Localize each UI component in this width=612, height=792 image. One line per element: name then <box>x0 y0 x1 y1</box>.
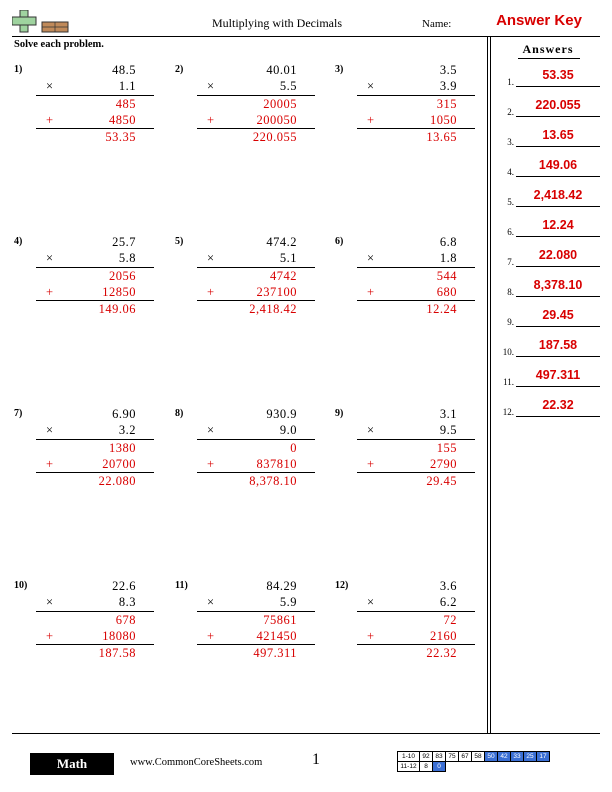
partial-product: + 2160 <box>367 629 457 643</box>
problem-number: 10) <box>14 580 28 591</box>
problem-number: 7) <box>14 408 23 419</box>
plus-sign-icon: + <box>207 113 215 127</box>
multiply-sign-icon: × <box>367 251 375 265</box>
scale-cell: 67 <box>459 752 472 762</box>
multiplier-row: × 1.8 <box>367 251 457 265</box>
multiplicand: 22.6 <box>112 579 136 593</box>
plus-sign-icon: + <box>46 285 54 299</box>
answer-index: 8. <box>507 287 514 297</box>
answer-underline <box>516 266 600 267</box>
answer-row <box>494 128 600 156</box>
problem-answer: 53.35 <box>105 130 136 144</box>
header-divider <box>12 36 600 37</box>
answer-value: 149.06 <box>538 158 578 172</box>
problem-answer: 149.06 <box>98 302 136 316</box>
partial-product: + 20700 <box>46 457 136 471</box>
partial-product: 20005 <box>263 97 297 111</box>
answer-value: 13.65 <box>542 128 574 142</box>
problem-number: 1) <box>14 64 23 75</box>
answer-index: 12. <box>502 407 514 417</box>
problem-calculation <box>357 62 475 145</box>
scale-row-label: 1-10 <box>398 752 420 762</box>
answer-row <box>494 68 600 96</box>
scale-cell: 58 <box>472 752 485 762</box>
multiplier-row: × 5.5 <box>207 79 297 93</box>
scale-cell: 83 <box>433 752 446 762</box>
plus-sign-icon: + <box>46 629 54 643</box>
name-label: Name: <box>422 18 452 30</box>
multiplicand: 84.29 <box>266 579 297 593</box>
multiplicand: 930.9 <box>266 407 297 421</box>
scale-cell: 42 <box>498 752 511 762</box>
multiplicand: 3.6 <box>439 579 457 593</box>
scale-cell: 75 <box>446 752 459 762</box>
answer-row <box>494 248 600 276</box>
problem-calculation <box>197 406 315 489</box>
answer-row <box>494 368 600 396</box>
problem-answer: 187.58 <box>98 646 136 660</box>
multiplicand: 6.90 <box>112 407 136 421</box>
answer-value: 22.080 <box>538 248 578 262</box>
answer-underline <box>516 296 600 297</box>
problem-calculation <box>197 234 315 317</box>
multiplier-row: × 5.1 <box>207 251 297 265</box>
answer-index: 4. <box>507 167 514 177</box>
partial-product: + 18080 <box>46 629 136 643</box>
scale-cell: 0 <box>433 762 446 772</box>
multiply-sign-icon: × <box>46 251 54 265</box>
answer-value: 12.24 <box>542 218 574 232</box>
scale-cell: 50 <box>485 752 498 762</box>
answer-underline <box>516 386 600 387</box>
partial-product: + 200050 <box>207 113 297 127</box>
problem-calculation <box>36 406 154 489</box>
partial-product: + 2790 <box>367 457 457 471</box>
multiplicand: 25.7 <box>112 235 136 249</box>
multiplicand: 3.5 <box>439 63 457 77</box>
partial-product: 0 <box>290 441 297 455</box>
problem-calculation <box>36 578 154 661</box>
problem-number: 9) <box>335 408 344 419</box>
problem-answer: 22.32 <box>426 646 457 660</box>
multiplicand: 40.01 <box>266 63 297 77</box>
multiplier-row: × 9.5 <box>367 423 457 437</box>
problem-number: 3) <box>335 64 344 75</box>
partial-product: 315 <box>436 97 457 111</box>
subject-badge: Math <box>30 753 114 775</box>
problem-answer: 29.45 <box>426 474 457 488</box>
plus-sign-icon: + <box>207 285 215 299</box>
partial-product: 72 <box>443 613 457 627</box>
plus-sign-icon: + <box>367 457 375 471</box>
scale-row-1 <box>398 752 550 762</box>
problem-number: 5) <box>175 236 184 247</box>
answer-value: 22.32 <box>542 398 574 412</box>
multiplicand: 6.8 <box>439 235 457 249</box>
multiplicand: 474.2 <box>266 235 297 249</box>
plus-sign-icon: + <box>207 629 215 643</box>
multiplier-row: × 1.1 <box>46 79 136 93</box>
problem-answer: 8,378.10 <box>249 474 297 488</box>
answer-row <box>494 398 600 426</box>
partial-product: 155 <box>436 441 457 455</box>
answer-value: 187.58 <box>538 338 578 352</box>
answer-row <box>494 338 600 366</box>
answer-row <box>494 308 600 336</box>
partial-product: + 237100 <box>207 285 297 299</box>
partial-product: 1380 <box>109 441 136 455</box>
partial-product: + 680 <box>367 285 457 299</box>
answer-underline <box>516 416 600 417</box>
scale-cell: 25 <box>524 752 537 762</box>
partial-product: 544 <box>436 269 457 283</box>
answer-index: 1. <box>507 77 514 87</box>
problem-calculation <box>357 578 475 661</box>
plus-sign-icon: + <box>367 629 375 643</box>
problem-answer: 497.311 <box>253 646 297 660</box>
multiply-sign-icon: × <box>207 251 215 265</box>
multiply-sign-icon: × <box>207 595 215 609</box>
multiply-sign-icon: × <box>367 79 375 93</box>
page-footer <box>12 733 600 783</box>
multiplier-row: × 3.2 <box>46 423 136 437</box>
scale-row-2 <box>398 762 550 772</box>
scale-row-label: 11-12 <box>398 762 420 772</box>
problem-calculation <box>357 406 475 489</box>
answer-underline <box>516 176 600 177</box>
answer-underline <box>516 86 600 87</box>
answers-heading: Answers <box>522 42 574 56</box>
answer-value: 8,378.10 <box>533 278 583 292</box>
partial-product: 75861 <box>263 613 297 627</box>
multiplier-row: × 8.3 <box>46 595 136 609</box>
plus-sign-icon: + <box>367 113 375 127</box>
answer-index: 9. <box>507 317 514 327</box>
partial-product: 4742 <box>270 269 297 283</box>
partial-product: + 837810 <box>207 457 297 471</box>
scale-cell: 17 <box>537 752 550 762</box>
partial-product: + 12850 <box>46 285 136 299</box>
grading-scale <box>397 751 550 772</box>
multiply-sign-icon: × <box>367 423 375 437</box>
answer-row <box>494 98 600 126</box>
answer-underline <box>516 146 600 147</box>
plus-sign-icon: + <box>46 113 54 127</box>
answer-value: 2,418.42 <box>533 188 583 202</box>
multiply-sign-icon: × <box>46 79 54 93</box>
multiplicand: 48.5 <box>112 63 136 77</box>
math-blocks-logo-icon <box>12 10 74 36</box>
answers-heading-underline <box>518 58 580 59</box>
page-title: Multiplying with Decimals <box>212 16 342 30</box>
partial-product: 485 <box>115 97 136 111</box>
answer-index: 7. <box>507 257 514 267</box>
problem-answer: 13.65 <box>426 130 457 144</box>
problem-number: 2) <box>175 64 184 75</box>
answer-index: 3. <box>507 137 514 147</box>
problem-number: 6) <box>335 236 344 247</box>
problem-calculation <box>36 234 154 317</box>
problem-calculation <box>36 62 154 145</box>
problem-answer: 220.055 <box>252 130 297 144</box>
multiplier-row: × 9.0 <box>207 423 297 437</box>
column-divider-2 <box>490 36 491 733</box>
answer-row <box>494 188 600 216</box>
problem-number: 4) <box>14 236 23 247</box>
problem-calculation <box>197 62 315 145</box>
column-divider <box>487 36 488 733</box>
answer-index: 11. <box>503 377 514 387</box>
problem-number: 12) <box>335 580 349 591</box>
problem-number: 8) <box>175 408 184 419</box>
multiply-sign-icon: × <box>207 79 215 93</box>
partial-product: + 421450 <box>207 629 297 643</box>
answer-underline <box>516 116 600 117</box>
answer-value: 29.45 <box>542 308 574 322</box>
answer-index: 10. <box>502 347 514 357</box>
page-header <box>12 8 600 38</box>
multiplicand: 3.1 <box>439 407 457 421</box>
plus-sign-icon: + <box>207 457 215 471</box>
answer-underline <box>516 236 600 237</box>
website-url: www.CommonCoreSheets.com <box>130 757 263 768</box>
plus-sign-icon: + <box>46 457 54 471</box>
problem-answer: 12.24 <box>426 302 457 316</box>
partial-product: 678 <box>115 613 136 627</box>
multiplier-row: × 6.2 <box>367 595 457 609</box>
answer-key-badge: Answer Key <box>496 12 582 29</box>
answer-index: 5. <box>507 197 514 207</box>
answer-value: 220.055 <box>535 98 581 112</box>
problem-calculation <box>197 578 315 661</box>
partial-product: + 1050 <box>367 113 457 127</box>
page-number: 1 <box>312 751 320 768</box>
multiplier-row: × 5.8 <box>46 251 136 265</box>
answer-underline <box>516 326 600 327</box>
scale-cell: 92 <box>420 752 433 762</box>
partial-product: + 4850 <box>46 113 136 127</box>
answer-index: 2. <box>507 107 514 117</box>
problem-answer: 2,418.42 <box>249 302 297 316</box>
multiply-sign-icon: × <box>46 595 54 609</box>
scale-cell: 8 <box>420 762 433 772</box>
problem-answer: 22.080 <box>98 474 136 488</box>
problem-number: 11) <box>175 580 188 591</box>
partial-product: 2056 <box>109 269 136 283</box>
answer-underline <box>516 356 600 357</box>
problem-calculation <box>357 234 475 317</box>
answer-value: 497.311 <box>535 368 581 382</box>
multiplier-row: × 3.9 <box>367 79 457 93</box>
scale-cell: 33 <box>511 752 524 762</box>
plus-sign-icon: + <box>367 285 375 299</box>
multiply-sign-icon: × <box>367 595 375 609</box>
answer-row <box>494 218 600 246</box>
multiply-sign-icon: × <box>46 423 54 437</box>
answer-row <box>494 158 600 186</box>
answer-row <box>494 278 600 306</box>
answer-value: 53.35 <box>542 68 574 82</box>
answer-underline <box>516 206 600 207</box>
multiplier-row: × 5.9 <box>207 595 297 609</box>
answer-index: 6. <box>507 227 514 237</box>
multiply-sign-icon: × <box>207 423 215 437</box>
instructions: Solve each problem. <box>14 39 104 50</box>
